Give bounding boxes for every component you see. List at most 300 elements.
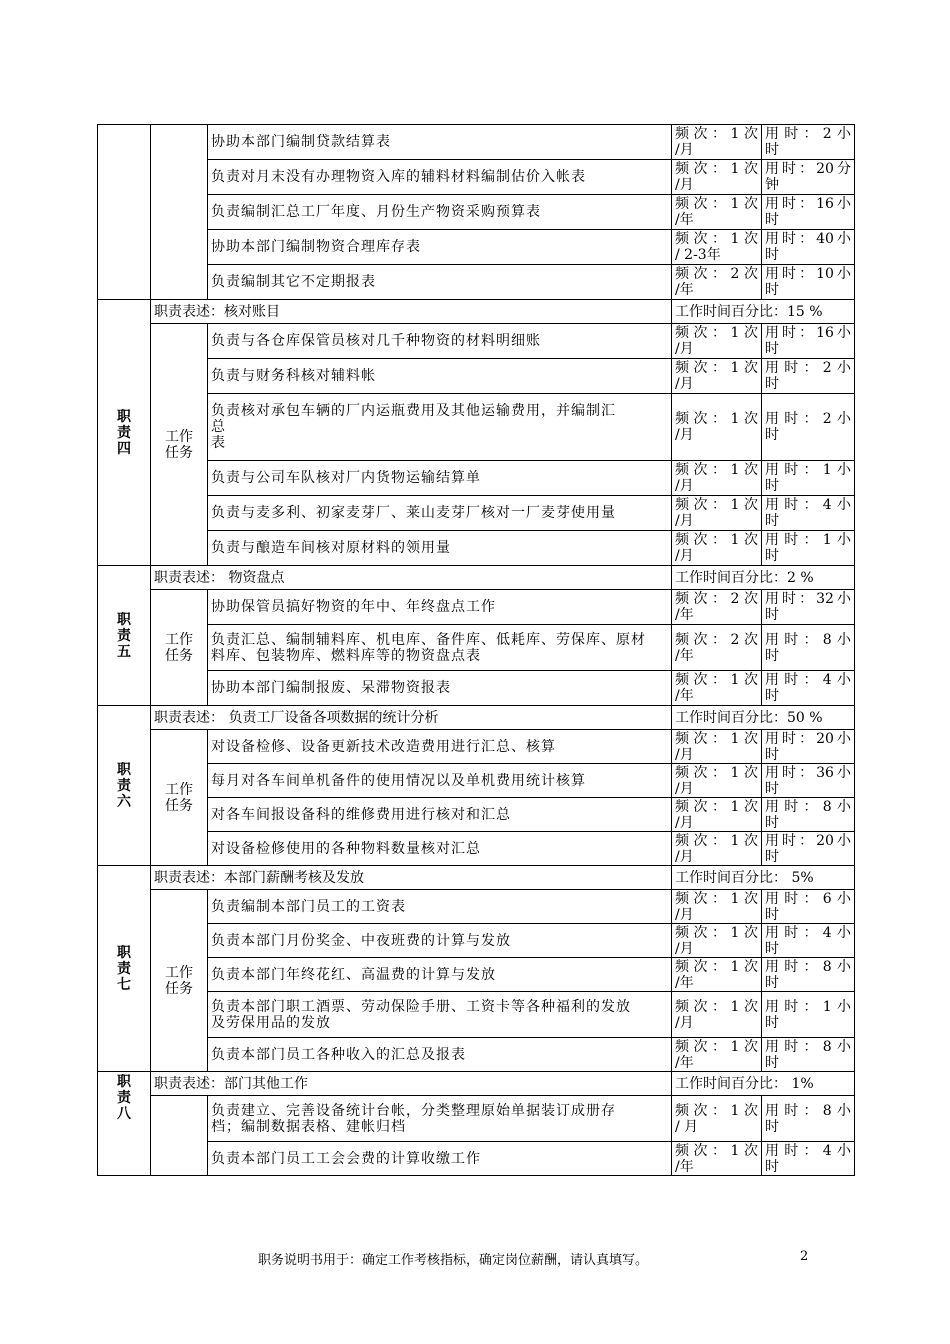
duty-description-label: 职责表述： <box>154 869 224 886</box>
frequency-line: 频次：1次 <box>675 730 758 747</box>
frequency-cell <box>672 798 762 832</box>
duty-title-char: 七 <box>117 976 131 993</box>
frequency-cell <box>672 125 762 160</box>
frequency-line: 频次：1次 <box>675 411 758 427</box>
time-line: 时 <box>765 548 779 564</box>
frequency-cell <box>672 590 762 625</box>
frequency-line: 频次：1次 <box>675 832 758 849</box>
frequency-line: /月 <box>675 478 694 494</box>
task-cell <box>208 359 672 394</box>
frequency-cell <box>672 531 762 566</box>
task-line: 协助本部门编制贷款结算表 <box>211 134 391 150</box>
frequency-line: 频次：1次 <box>675 497 758 513</box>
duty-description-label: 职责表述： <box>154 569 224 586</box>
page-number: 2 <box>800 1249 809 1264</box>
frequency-line: 频次：1次 <box>675 798 758 815</box>
table-row <box>98 590 855 625</box>
frequency-line: /月 <box>675 780 694 797</box>
frequency-line: /年 <box>675 1158 694 1175</box>
duty-description-text: 负责工厂设备各项数据的统计分析 <box>224 709 439 726</box>
time-cell <box>762 265 855 300</box>
task-line: 对各车间报设备科的维修费用进行核对和汇总 <box>211 806 511 823</box>
task-line: 负责本部门员工工会会费的计算收缴工作 <box>211 1150 481 1167</box>
task-line: 负责与酿造车间核对原材料的领用量 <box>211 540 451 556</box>
frequency-line: 频次：2次 <box>675 266 758 282</box>
time-cell <box>762 730 855 764</box>
time-line: 时 <box>765 427 779 443</box>
time-line: 时 <box>765 1118 779 1135</box>
duty-title-char: 八 <box>117 1106 131 1122</box>
task-cell <box>208 195 672 230</box>
time-cell <box>762 1096 855 1142</box>
duty-title-char: 责 <box>117 627 131 644</box>
duty-description-row <box>98 300 855 324</box>
time-cell <box>762 160 855 195</box>
task-line: 负责本部门员工各种收入的汇总及报表 <box>211 1046 466 1063</box>
duty-description-text: 本部门薪酬考核及发放 <box>224 869 364 886</box>
duty-description-text: 物资盘点 <box>224 569 285 586</box>
task-cell <box>208 496 672 531</box>
task-cell <box>208 798 672 832</box>
task-cell <box>208 730 672 764</box>
table-row <box>98 359 855 394</box>
time-line: 时 <box>765 341 779 357</box>
time-line: 时 <box>765 1054 779 1071</box>
table-row <box>98 265 855 300</box>
task-cell <box>208 160 672 195</box>
frequency-line: / 2-3年 <box>675 247 721 263</box>
table-row <box>98 496 855 531</box>
time-line: 时 <box>765 282 779 298</box>
time-line: 用时：2小 <box>765 126 851 142</box>
frequency-line: /年 <box>675 647 694 664</box>
table-row <box>98 671 855 706</box>
frequency-line: 频次：2次 <box>675 591 758 607</box>
frequency-line: /月 <box>675 513 694 529</box>
time-percentage-value: 50 % <box>787 709 823 726</box>
task-cell <box>208 890 672 924</box>
frequency-line: /年 <box>675 282 694 298</box>
time-line: 用时：6小 <box>765 890 851 907</box>
duty-description-label: 职责表述： <box>154 303 224 320</box>
duty-description-text: 部门其他工作 <box>224 1075 308 1092</box>
duty-title-char: 职 <box>117 611 131 628</box>
frequency-cell <box>672 730 762 764</box>
table-row <box>98 730 855 764</box>
duty-title-char: 责 <box>117 1090 131 1106</box>
task-line: 每月对各车间单机备件的使用情况以及单机费用统计核算 <box>211 772 586 789</box>
frequency-line: 频次：2次 <box>675 631 758 648</box>
table-row <box>98 1096 855 1142</box>
work-task-label-cell <box>151 730 208 866</box>
work-task-label-cell <box>151 1096 208 1176</box>
frequency-line: 频次：1次 <box>675 532 758 548</box>
time-percentage-value: 1% <box>787 1075 814 1092</box>
table-row <box>98 958 855 992</box>
time-percentage-label: 工作时间百分比： <box>675 869 787 886</box>
work-task-label-cell <box>151 590 208 706</box>
duty-title-char: 责 <box>117 424 131 441</box>
time-percentage-label: 工作时间百分比： <box>675 303 787 320</box>
time-cell <box>762 924 855 958</box>
frequency-line: 频次：1次 <box>675 998 758 1015</box>
work-task-label-cell <box>151 324 208 566</box>
duty-title-char: 责 <box>117 960 131 977</box>
task-line: 表 <box>211 435 226 451</box>
frequency-cell <box>672 461 762 496</box>
duty-title-cell <box>98 866 151 1072</box>
time-line: 时 <box>765 1014 779 1031</box>
time-cell <box>762 890 855 924</box>
task-line: 档；编制数据表格、建帐归档 <box>211 1118 406 1135</box>
work-task-label: 工作 <box>165 631 193 648</box>
task-cell <box>208 1038 672 1072</box>
time-line: 时 <box>765 974 779 991</box>
frequency-line: 频次：1次 <box>675 924 758 941</box>
frequency-cell <box>672 890 762 924</box>
time-line: 用时：8小 <box>765 1038 851 1055</box>
time-cell <box>762 671 855 706</box>
duty-description-cell <box>151 866 672 890</box>
duty-description-cell <box>151 1072 672 1096</box>
time-line: 钟 <box>765 177 779 193</box>
time-line: 用时：8小 <box>765 631 851 648</box>
frequency-cell <box>672 230 762 265</box>
frequency-cell <box>672 1038 762 1072</box>
task-cell <box>208 924 672 958</box>
time-line: 用时：1小 <box>765 462 851 478</box>
task-cell <box>208 125 672 160</box>
table-row <box>98 1038 855 1072</box>
time-cell <box>762 992 855 1038</box>
task-cell <box>208 625 672 671</box>
time-percentage-value: 5% <box>787 869 814 886</box>
task-line: 协助本部门编制物资合理库存表 <box>211 239 421 255</box>
duty-description-label: 职责表述： <box>154 1075 224 1092</box>
time-cell <box>762 1038 855 1072</box>
task-line: 负责编制汇总工厂年度、月份生产物资采购预算表 <box>211 204 541 220</box>
task-cell <box>208 958 672 992</box>
task-line: 负责本部门年终花红、高温费的计算与发放 <box>211 966 496 983</box>
time-line: 时 <box>765 376 779 392</box>
time-line: 时 <box>765 142 779 158</box>
time-cell <box>762 230 855 265</box>
task-line: 负责编制其它不定期报表 <box>211 274 376 290</box>
task-line: 负责本部门职工酒票、劳动保险手册、工资卡等各种福利的发放 <box>211 998 631 1015</box>
frequency-line: 频次：1次 <box>675 1102 758 1119</box>
frequency-line: /月 <box>675 814 694 831</box>
time-percentage-value: 15 % <box>787 303 823 320</box>
time-line: 用时：4小 <box>765 497 851 513</box>
frequency-cell <box>672 924 762 958</box>
duty-title-char: 五 <box>117 643 131 660</box>
duty-title-cell <box>98 300 151 566</box>
task-cell <box>208 832 672 866</box>
time-line: 用时：8小 <box>765 1102 851 1119</box>
task-cell <box>208 265 672 300</box>
frequency-line: 频次：1次 <box>675 231 758 247</box>
frequency-line: /年 <box>675 688 694 704</box>
task-line: 对设备检修使用的各种物料数量核对汇总 <box>211 840 481 857</box>
task-line: 负责与麦多利、初家麦芽厂、莱山麦芽厂核对一厂麦芽使用量 <box>211 505 616 521</box>
time-line: 用时：1小 <box>765 532 851 548</box>
duty-title-cell <box>98 566 151 706</box>
time-line: 时 <box>765 940 779 957</box>
time-cell <box>762 958 855 992</box>
duty-description-cell <box>151 706 672 730</box>
table-row <box>98 992 855 1038</box>
table-row <box>98 531 855 566</box>
time-cell <box>762 531 855 566</box>
duty-title-cell <box>98 706 151 866</box>
frequency-cell <box>672 992 762 1038</box>
task-line: 负责本部门月份奖金、中夜班费的计算与发放 <box>211 932 511 949</box>
task-cell <box>208 1142 672 1176</box>
table-row <box>98 160 855 195</box>
table-row <box>98 625 855 671</box>
frequency-cell <box>672 324 762 359</box>
frequency-line: /年 <box>675 607 694 623</box>
task-line: 负责与公司车队核对厂内货物运输结算单 <box>211 470 481 486</box>
frequency-line: 频次：1次 <box>675 1038 758 1055</box>
table-row <box>98 230 855 265</box>
time-line: 时 <box>765 906 779 923</box>
table-row <box>98 890 855 924</box>
footer-note: 职务说明书用于：确定工作考核指标，确定岗位薪酬，请认真填写。 <box>258 1253 649 1268</box>
time-cell <box>762 324 855 359</box>
time-line: 用时：10小 <box>765 266 851 282</box>
frequency-line: /月 <box>675 341 694 357</box>
frequency-line: /月 <box>675 376 694 392</box>
duty-title-cell <box>98 1072 151 1176</box>
duty-title-char: 六 <box>117 793 131 810</box>
task-cell <box>208 671 672 706</box>
task-line: 协助本部门编制报废、呆滞物资报表 <box>211 680 451 696</box>
frequency-cell <box>672 195 762 230</box>
duty-description-row <box>98 566 855 590</box>
work-task-label: 任务 <box>165 444 193 461</box>
frequency-cell <box>672 1142 762 1176</box>
time-line: 用时：4小 <box>765 672 851 688</box>
task-cell <box>208 590 672 625</box>
frequency-line: 频次：1次 <box>675 126 758 142</box>
task-line: 负责核对承包车辆的厂内运瓶费用及其他运输费用，并编制汇 <box>211 403 616 419</box>
task-line: 总 <box>211 419 226 435</box>
task-line: 负责与财务科核对辅料帐 <box>211 368 376 384</box>
time-line: 用时：2小 <box>765 360 851 376</box>
task-line: 负责对月末没有办理物资入库的辅料材料编制估价入帐表 <box>211 169 586 185</box>
frequency-line: /月 <box>675 548 694 564</box>
time-percentage-label: 工作时间百分比： <box>675 709 787 726</box>
task-cell <box>208 230 672 265</box>
table-row <box>98 461 855 496</box>
frequency-line: / 月 <box>675 1118 699 1135</box>
frequency-line: /年 <box>675 212 694 228</box>
duty-description-cell <box>151 566 672 590</box>
task-cell <box>208 992 672 1038</box>
frequency-line: 频次：1次 <box>675 161 758 177</box>
frequency-cell <box>672 359 762 394</box>
table-row <box>98 798 855 832</box>
time-line: 用时：40小 <box>765 231 851 247</box>
table-row <box>98 1142 855 1176</box>
duty-description-row <box>98 706 855 730</box>
time-cell <box>762 1142 855 1176</box>
frequency-line: 频次：1次 <box>675 1142 758 1159</box>
task-line: 料库、包装物库、燃料库等的物资盘点表 <box>211 647 481 664</box>
duty-description-row <box>98 1072 855 1096</box>
task-line: 负责建立、完善设备统计台帐，分类整理原始单据装订成册存 <box>211 1102 616 1119</box>
time-cell <box>762 590 855 625</box>
time-line: 用时：20小 <box>765 832 851 849</box>
table-row <box>98 394 855 461</box>
duty-title-char: 责 <box>117 777 131 794</box>
frequency-line: 频次：1次 <box>675 958 758 975</box>
time-percentage-cell <box>672 1072 855 1096</box>
task-line: 负责编制本部门员工的工资表 <box>211 898 406 915</box>
task-cell <box>208 764 672 798</box>
time-line: 用时：32小 <box>765 591 851 607</box>
time-line: 时 <box>765 513 779 529</box>
time-line: 时 <box>765 848 779 865</box>
work-task-label: 任务 <box>165 797 193 814</box>
task-cell <box>208 1096 672 1142</box>
time-cell <box>762 625 855 671</box>
frequency-cell <box>672 625 762 671</box>
work-task-label-cell <box>151 890 208 1072</box>
time-line: 用时：8小 <box>765 798 851 815</box>
frequency-line: /月 <box>675 746 694 763</box>
time-line: 时 <box>765 746 779 763</box>
duty-title-char: 职 <box>117 761 131 778</box>
work-task-label: 工作 <box>165 964 193 981</box>
time-line: 用时：20小 <box>765 730 851 747</box>
table-row <box>98 832 855 866</box>
frequency-line: /年 <box>675 974 694 991</box>
time-line: 用时：36小 <box>765 764 851 781</box>
task-cell <box>208 531 672 566</box>
time-line: 时 <box>765 247 779 263</box>
time-line: 用时：1小 <box>765 998 851 1015</box>
frequency-cell <box>672 764 762 798</box>
frequency-line: 频次：1次 <box>675 764 758 781</box>
time-cell <box>762 394 855 461</box>
time-line: 时 <box>765 1158 779 1175</box>
frequency-line: /月 <box>675 427 694 443</box>
time-line: 时 <box>765 478 779 494</box>
duty-description-cell <box>151 300 672 324</box>
time-line: 用时：2小 <box>765 411 851 427</box>
duty-description-label: 职责表述： <box>154 709 224 726</box>
time-line: 用时：4小 <box>765 1142 851 1159</box>
work-task-label: 工作 <box>165 428 193 445</box>
frequency-cell <box>672 958 762 992</box>
time-percentage-label: 工作时间百分比： <box>675 1075 787 1092</box>
time-percentage-cell <box>672 706 855 730</box>
task-line: 及劳保用品的发放 <box>211 1014 331 1031</box>
time-percentage-label: 工作时间百分比： <box>675 569 787 586</box>
time-cell <box>762 496 855 531</box>
time-percentage-value: 2 % <box>787 569 814 586</box>
time-line: 时 <box>765 688 779 704</box>
duty-description-row <box>98 866 855 890</box>
task-line: 对设备检修、设备更新技术改造费用进行汇总、核算 <box>211 738 556 755</box>
frequency-cell <box>672 265 762 300</box>
frequency-line: /月 <box>675 142 694 158</box>
time-cell <box>762 359 855 394</box>
frequency-line: /月 <box>675 940 694 957</box>
duty-heading-cell <box>98 125 151 300</box>
task-line: 负责与各仓库保管员核对几千种物资的材料明细账 <box>211 333 541 349</box>
frequency-line: 频次：1次 <box>675 672 758 688</box>
time-cell <box>762 195 855 230</box>
time-line: 用时：16小 <box>765 325 851 341</box>
time-cell <box>762 461 855 496</box>
task-line: 负责汇总、编制辅料库、机电库、备件库、低耗库、劳保库、原材 <box>211 631 646 648</box>
frequency-line: /月 <box>675 848 694 865</box>
task-line: 协助保管员搞好物资的年中、年终盘点工作 <box>211 599 496 615</box>
duty-title-char: 职 <box>117 1074 131 1090</box>
frequency-line: /年 <box>675 1054 694 1071</box>
work-task-label: 工作 <box>165 781 193 798</box>
duty-title-char: 四 <box>117 440 131 457</box>
time-cell <box>762 798 855 832</box>
duty-title-char: 职 <box>117 408 131 425</box>
frequency-line: 频次：1次 <box>675 325 758 341</box>
time-line: 用时：4小 <box>765 924 851 941</box>
duty-title-char: 职 <box>117 944 131 961</box>
frequency-cell <box>672 496 762 531</box>
table-row <box>98 324 855 359</box>
table-row <box>98 924 855 958</box>
time-line: 时 <box>765 607 779 623</box>
time-cell <box>762 125 855 160</box>
frequency-line: 频次：1次 <box>675 462 758 478</box>
table-row <box>98 125 855 160</box>
time-line: 用时：20分 <box>765 161 851 177</box>
frequency-line: 频次：1次 <box>675 196 758 212</box>
task-cell <box>208 324 672 359</box>
frequency-line: 频次：1次 <box>675 360 758 376</box>
frequency-cell <box>672 671 762 706</box>
frequency-cell <box>672 394 762 461</box>
job-description-table <box>97 124 855 1176</box>
time-percentage-cell <box>672 566 855 590</box>
frequency-line: /月 <box>675 906 694 923</box>
work-task-label: 任务 <box>165 647 193 664</box>
table-row <box>98 195 855 230</box>
task-cell <box>208 394 672 461</box>
frequency-line: 频次：1次 <box>675 890 758 907</box>
table-row <box>98 764 855 798</box>
frequency-cell <box>672 1096 762 1142</box>
time-percentage-cell <box>672 866 855 890</box>
frequency-line: /月 <box>675 177 694 193</box>
time-line: 用时：16小 <box>765 196 851 212</box>
work-task-label: 任务 <box>165 980 193 997</box>
time-line: 时 <box>765 647 779 664</box>
duty-description-text: 核对账目 <box>224 303 280 320</box>
time-line: 时 <box>765 212 779 228</box>
frequency-line: /月 <box>675 1014 694 1031</box>
time-line: 用时：8小 <box>765 958 851 975</box>
task-cell <box>208 461 672 496</box>
time-line: 时 <box>765 780 779 797</box>
time-percentage-cell <box>672 300 855 324</box>
frequency-cell <box>672 160 762 195</box>
frequency-cell <box>672 832 762 866</box>
time-line: 时 <box>765 814 779 831</box>
